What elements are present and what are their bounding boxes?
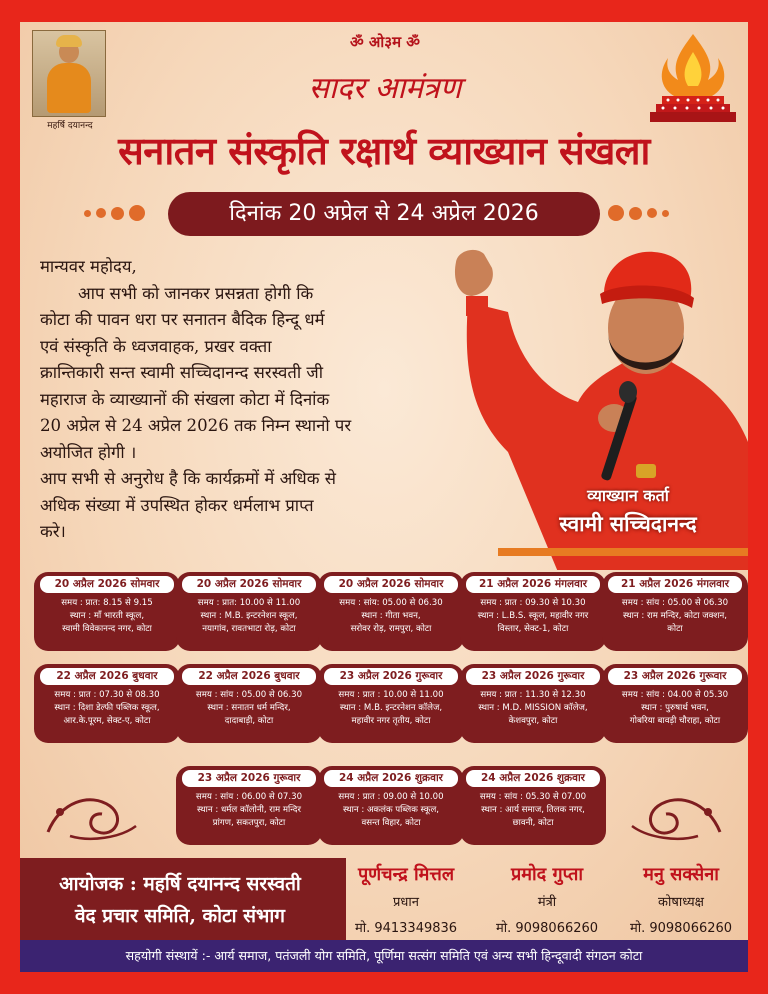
speaker-divider: [498, 548, 748, 556]
officer-name: प्रमोद गुप्ता: [510, 864, 584, 885]
schedule-time: समय : सांय : 06.00 से 07.30: [195, 792, 303, 802]
schedule-place: स्वामी विवेकानन्द नगर, कोटा: [62, 624, 152, 634]
body-line: एवं संस्कृति के ध्वजवाहक, प्रखर वक्ता: [40, 336, 272, 356]
schedule-card: [602, 664, 748, 743]
left-flourish-icon: [40, 782, 144, 844]
schedule-place: नयागांव, रावतभाटा रोड़, कोटा: [202, 624, 296, 634]
schedule-place: गोबरिया बावड़ी चौराहा, कोटा: [629, 716, 721, 726]
schedule-place: स्थान : M.D. MISSION कॉलेज,: [478, 703, 588, 713]
schedule-card: [318, 664, 464, 743]
schedule-card: [34, 572, 180, 651]
schedule-place: छावनी, कोटा: [512, 818, 554, 828]
schedule-date: 23 अप्रैल 2026 गुरूवार: [182, 770, 316, 787]
schedule-date: 21 अप्रैल 2026 मंगलवार: [608, 576, 742, 593]
schedule-card: [176, 766, 322, 845]
schedule-place: आर.के.पूरम, सेक्ट-ए, कोटा: [63, 716, 151, 726]
schedule-time: समय : प्रात : 09.30 से 10.30: [480, 598, 586, 608]
schedule-time: समय : प्रात : 11.30 से 12.30: [480, 690, 586, 700]
schedule-time: समय : प्रात : 10.00 से 11.00: [338, 690, 444, 700]
schedule-place: स्थान : अकलंक पब्लिक स्कूल,: [342, 805, 440, 815]
schedule-place: स्थान : धर्मल कॉलोनी, राम मन्दिर: [196, 805, 302, 815]
officer-name: पूर्णचन्द्र मित्तल: [357, 864, 455, 885]
schedule-date: 23 अप्रैल 2026 गुरूवार: [466, 668, 600, 685]
speaker-name: स्वामी सच्चिदानन्द: [559, 512, 697, 536]
schedule-place: विस्तार, सेक्ट-1, कोटा: [497, 624, 569, 634]
schedule-time: समय : सांय: 05.00 से 06.30: [339, 598, 443, 608]
left-dots-decoration: [84, 205, 145, 221]
schedule-card: [318, 766, 464, 845]
schedule-date: 20 अप्रैल 2026 सोमवार: [40, 576, 174, 593]
schedule-card: [460, 572, 606, 651]
officer-president: [340, 862, 472, 936]
schedule-time: समय : सांय : 04.00 से 05.30: [621, 690, 729, 700]
schedule-time: समय : सांय : 05.00 से 06.30: [621, 598, 729, 608]
schedule-date: 24 अप्रैल 2026 शुक्रवार: [324, 770, 458, 787]
poster-panel: [20, 22, 748, 940]
schedule-place: स्थान : माँ भारती स्कूल,: [69, 611, 145, 621]
schedule-date: 22 अप्रैल 2026 बुधवार: [182, 668, 316, 685]
supporting-organizations-footer: सहयोगी संस्थायें :- आर्य समाज, पतंजली योग समिति, पूर्णिमा सत्संग समिति एवं अन्य सभी हिन्दूवादी संगठन कोटा: [20, 940, 748, 972]
body-line: आप सभी को जानकर प्रसन्नता होगी कि: [78, 283, 314, 303]
schedule-card: [318, 572, 464, 651]
om-heading: ॐ ओ३म ॐ: [350, 33, 420, 51]
body-line: अधिक संख्या में उपस्थित होकर धर्मलाभ प्राप्त: [40, 495, 314, 515]
officer-phone: मो. 9413349836: [354, 921, 458, 936]
schedule-time: समय : प्रात: 10.00 से 11.00: [197, 598, 301, 608]
main-title: सनातन संस्कृति रक्षार्थ व्याख्यान संखला: [118, 128, 650, 173]
schedule-card: [460, 664, 606, 743]
officer-name: मनु सक्सेना: [643, 864, 719, 885]
schedule-date: 20 अप्रैल 2026 सोमवार: [182, 576, 316, 593]
schedule-place: सरोवर रोड़, रामपुरा, कोटा: [350, 624, 432, 634]
schedule-place: स्थान : दिशा डेल्फी पब्लिक स्कूल,: [54, 703, 160, 713]
schedule-place: स्थान : L.B.S. स्कूल, महावीर नगर: [477, 611, 589, 621]
schedule-date: 23 अप्रैल 2026 गुरूवार: [324, 668, 458, 685]
schedule-card: [176, 572, 322, 651]
officer-phone: मो. 9098066260: [629, 921, 733, 936]
date-range-badge: दिनांक 20 अप्रेल से 24 अप्रेल 2026: [168, 192, 600, 236]
schedule-place: स्थान : राम मन्दिर, कोटा जक्शन,: [622, 611, 728, 621]
schedule-date: 23 अप्रैल 2026 गुरूवार: [608, 668, 742, 685]
body-line: करे।: [40, 522, 66, 541]
schedule-place: प्रांगण, सकतपुरा, कोटा: [212, 818, 286, 828]
schedule-place: स्थान : पुरुषार्थ भवन,: [641, 703, 709, 713]
schedule-date: 24 अप्रैल 2026 शुक्रवार: [466, 770, 600, 787]
schedule-place: स्थान : आर्य समाज, तिलक नगर,: [481, 805, 585, 815]
body-line: आप सभी से अनुरोध है कि कार्यक्रमों में अधिक से: [40, 469, 336, 488]
organizer-text: [20, 868, 340, 932]
portrait-caption: महर्षि दयानन्द: [47, 121, 93, 131]
speaker-label: [508, 484, 748, 538]
invitation-text: [40, 254, 468, 546]
body-line: क्रान्तिकारी सन्त स्वामी सच्चिदानन्द सरस्वती जी: [40, 363, 324, 382]
schedule-place: महावीर नगर तृतीय, कोटा: [351, 716, 431, 726]
schedule-place: स्थान : M.B. इन्टरनेशन स्कूल,: [200, 611, 298, 621]
schedule-time: समय : प्रात : 09.00 से 10.00: [338, 792, 444, 802]
right-dots-decoration: [608, 205, 669, 221]
officer-treasurer: [616, 862, 746, 936]
schedule-time: समय : प्रात: 8.15 से 9.15: [61, 598, 153, 608]
schedule-date: 22 अप्रैल 2026 बुधवार: [40, 668, 174, 685]
schedule-place: स्थान : सनातन धर्म मन्दिर,: [207, 703, 291, 713]
schedule-place: कोटा: [667, 624, 683, 634]
havan-fire-icon: [648, 30, 738, 128]
body-line: महाराज के व्याख्यानों की संखला कोटा में दिनांक: [40, 389, 330, 409]
schedule-card: [602, 572, 748, 651]
schedule-card: [176, 664, 322, 743]
schedule-card: [34, 664, 180, 743]
officer-role: प्रधान: [393, 895, 419, 910]
schedule-place: स्थान : M.B. इन्टरनेशन कॉलेज,: [339, 703, 443, 713]
body-line: कोटा की पावन धरा पर सनातन बैदिक हिन्दू धर्म: [40, 310, 325, 329]
schedule-place: स्थान : गीता भवन,: [361, 611, 421, 621]
schedule-card: [460, 766, 606, 845]
schedule-place: वसन्त विहार, कोटा: [361, 818, 421, 828]
schedule-time: समय : प्रात : 07.30 से 08.30: [54, 690, 160, 700]
officer-role: कोषाध्यक्ष: [658, 895, 704, 910]
sadar-amantran-heading: सादर आमंत्रण: [308, 71, 462, 106]
officer-secretary: [482, 862, 612, 936]
schedule-date: 21 अप्रैल 2026 मंगलवार: [466, 576, 600, 593]
salutation: मान्यवर महोदय,: [40, 257, 137, 276]
officer-phone: मो. 9098066260: [495, 921, 599, 936]
schedule-place: केशवपुरा, कोटा: [508, 716, 558, 726]
maharshi-portrait-image: [32, 30, 106, 117]
schedule-date: 20 अप्रैल 2026 सोमवार: [324, 576, 458, 593]
schedule-place: दादाबाड़ी, कोटा: [224, 716, 274, 726]
schedule-time: समय : सांय : 05.30 से 07.00: [479, 792, 587, 802]
body-line: अयोजित होगी ।: [40, 442, 137, 462]
organizer-line: वेद प्रचार समिति, कोटा संभाग: [74, 905, 285, 927]
body-line: 20 अप्रेल से 24 अप्रेल 2026 तक निम्न स्थानो पर: [40, 416, 352, 435]
speaker-role: व्याख्यान कर्ता: [587, 486, 669, 505]
officer-role: मंत्री: [537, 895, 557, 910]
organizer-line: आयोजक : महर्षि दयानन्द सरस्वती: [59, 873, 301, 895]
schedule-time: समय : सांय : 05.00 से 06.30: [195, 690, 303, 700]
right-flourish-icon: [624, 782, 728, 844]
